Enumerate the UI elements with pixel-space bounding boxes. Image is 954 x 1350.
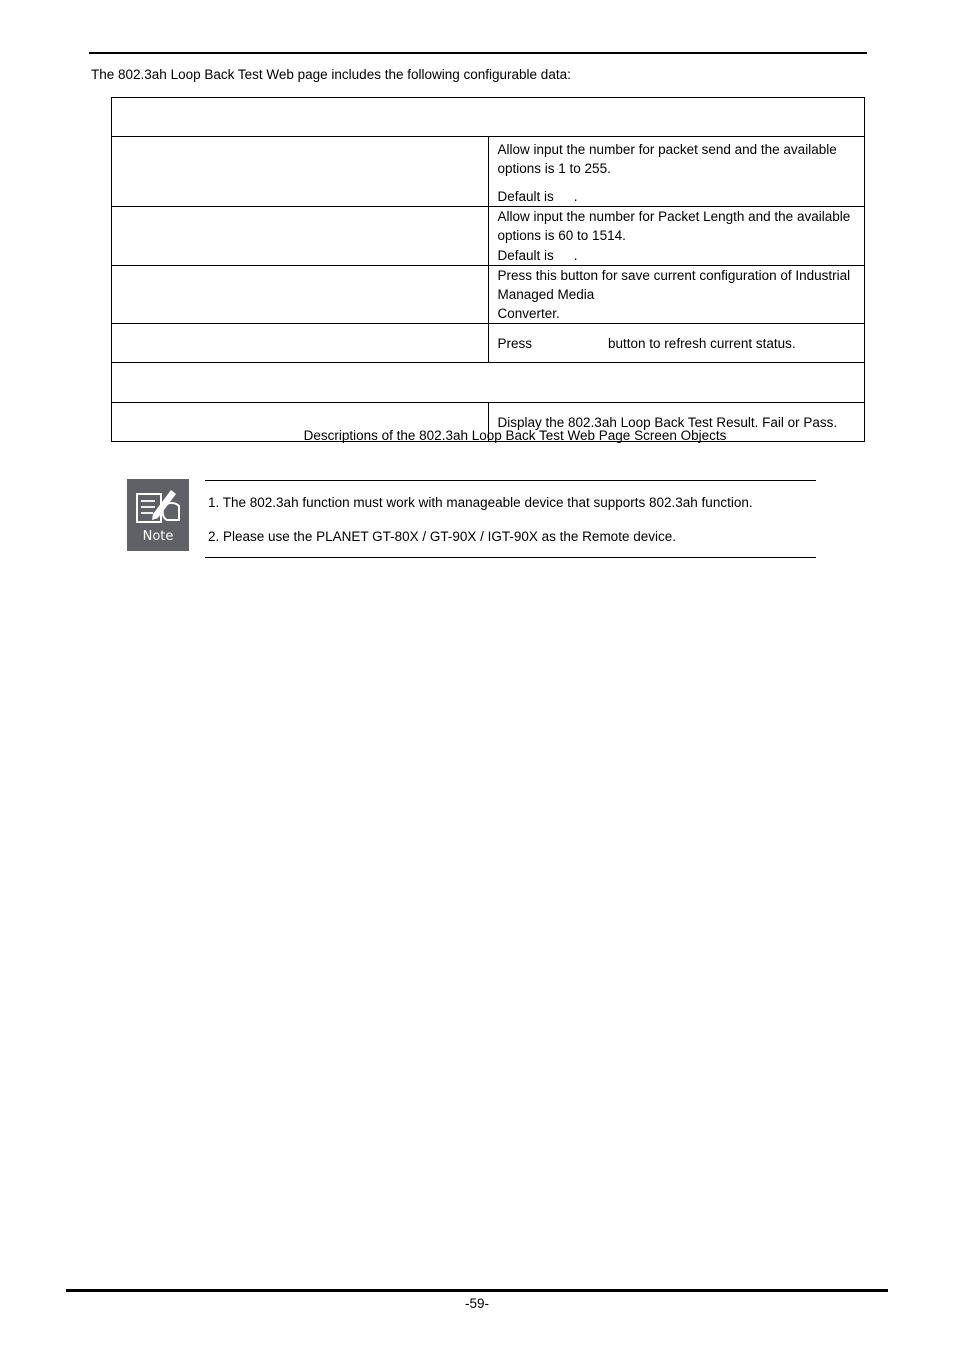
note-rule-top	[205, 480, 816, 481]
description-cell	[488, 207, 865, 266]
object-cell	[112, 266, 489, 324]
note-pencil-icon	[127, 479, 189, 551]
refresh-text: button to refresh current status.	[608, 335, 796, 351]
description-line	[498, 187, 865, 206]
default-label: Default is	[497, 248, 554, 263]
table-row	[112, 137, 865, 207]
press-label: Press	[497, 335, 533, 351]
table-section-header	[112, 363, 865, 403]
page-number: -59-	[464, 1296, 489, 1311]
intro-text: The 802.3ah Loop Back Test Web page includes the following configurable data:	[91, 67, 571, 82]
section-header-cell	[112, 98, 865, 137]
description-line	[498, 334, 865, 353]
default-end: .	[573, 189, 578, 204]
description-line: Allow input the number for Packet Length and the available options is 60 to 1514.	[497, 209, 851, 243]
note-pencil-icon-graphic	[133, 484, 183, 528]
objects-table	[111, 97, 865, 442]
note-item: 1. The 802.3ah function must work with manageable device that supports 802.3ah function.	[208, 495, 753, 510]
description-cell	[488, 266, 865, 324]
header-rule	[89, 52, 867, 54]
table-section-header	[112, 98, 865, 137]
footer-rule	[66, 1289, 888, 1292]
table-row	[112, 266, 865, 324]
default-label: Default is	[497, 189, 554, 204]
table-caption: Descriptions of the 802.3ah Loop Back Test Web Page Screen Objects	[303, 428, 727, 443]
object-cell	[112, 137, 489, 207]
object-cell	[112, 207, 489, 266]
note-label: Note	[142, 529, 174, 544]
section-header-cell	[112, 363, 865, 403]
description-cell	[488, 137, 865, 207]
description-line: Press this button for save current configuration of Industrial Managed Media	[497, 268, 851, 302]
table-row	[112, 324, 865, 363]
note-rule-bottom	[205, 557, 816, 558]
description-cell	[488, 324, 865, 363]
description-line: Display the 802.3ah Loop Back Test Result. Fail or Pass.	[497, 414, 838, 430]
description-line: Allow input the number for packet send and the available options is 1 to 255.	[497, 142, 837, 176]
description-line	[498, 246, 865, 265]
note-item: 2. Please use the PLANET GT-80X / GT-90X / IGT-90X as the Remote device.	[208, 529, 676, 544]
default-end: .	[573, 248, 578, 263]
table-row	[112, 207, 865, 266]
object-cell	[112, 324, 489, 363]
description-line: Converter.	[497, 306, 560, 321]
